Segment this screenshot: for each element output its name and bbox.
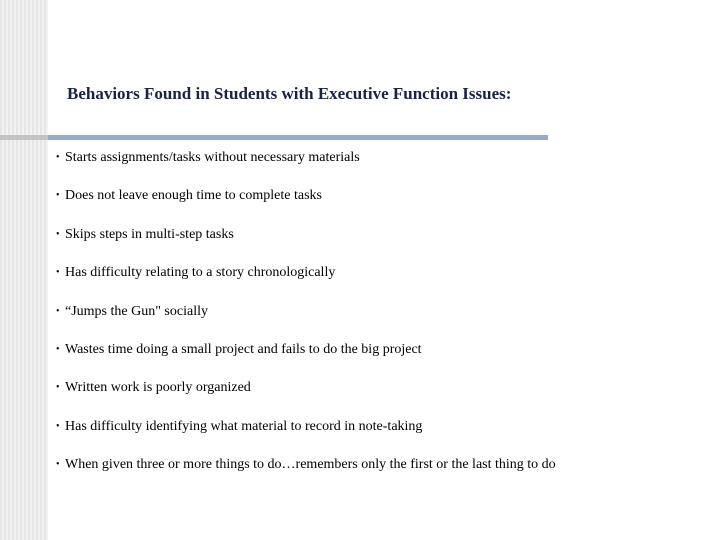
bullet-item <box>56 264 556 302</box>
bullet-dot: • <box>56 305 60 317</box>
bullet-list <box>56 149 556 495</box>
left-stripe-decoration <box>0 0 48 540</box>
bullet-text: Starts assignments/tasks without necessary materials <box>65 150 360 165</box>
bullet-item <box>56 187 556 225</box>
bullet-item <box>56 456 556 494</box>
bullet-dot: • <box>56 382 60 394</box>
bullet-item <box>56 303 556 341</box>
bullet-dot: • <box>56 420 60 432</box>
bullet-text: Does not leave enough time to complete tasks <box>65 188 322 204</box>
bullet-dot: • <box>56 152 60 163</box>
bullet-item <box>56 226 556 264</box>
bullet-dot: • <box>56 228 60 240</box>
bullet-text: Written work is poorly organized <box>65 380 251 396</box>
bullet-text: “Jumps the Gun" socially <box>65 303 208 319</box>
bullet-item <box>56 379 556 417</box>
bullet-text: Has difficulty identifying what material to record in note-taking <box>65 418 423 434</box>
bullet-text: Skips steps in multi-step tasks <box>65 226 234 242</box>
bullet-dot: • <box>56 190 60 202</box>
title-divider <box>48 135 548 140</box>
bullet-item <box>56 418 556 456</box>
bullet-text: When given three or more things to do…remembers only the first or the last thing to do <box>65 457 556 473</box>
title-divider-left <box>0 135 48 140</box>
bullet-item <box>56 341 556 379</box>
bullet-text: Wastes time doing a small project and fails to do the big project <box>65 341 422 357</box>
bullet-dot: • <box>56 267 60 279</box>
bullet-dot: • <box>56 343 60 355</box>
bullet-text: Has difficulty relating to a story chronologically <box>65 265 336 281</box>
bullet-item <box>56 149 556 187</box>
slide-title: Behaviors Found in Students with Executive Function Issues: <box>67 84 512 103</box>
bullet-dot: • <box>56 459 60 471</box>
